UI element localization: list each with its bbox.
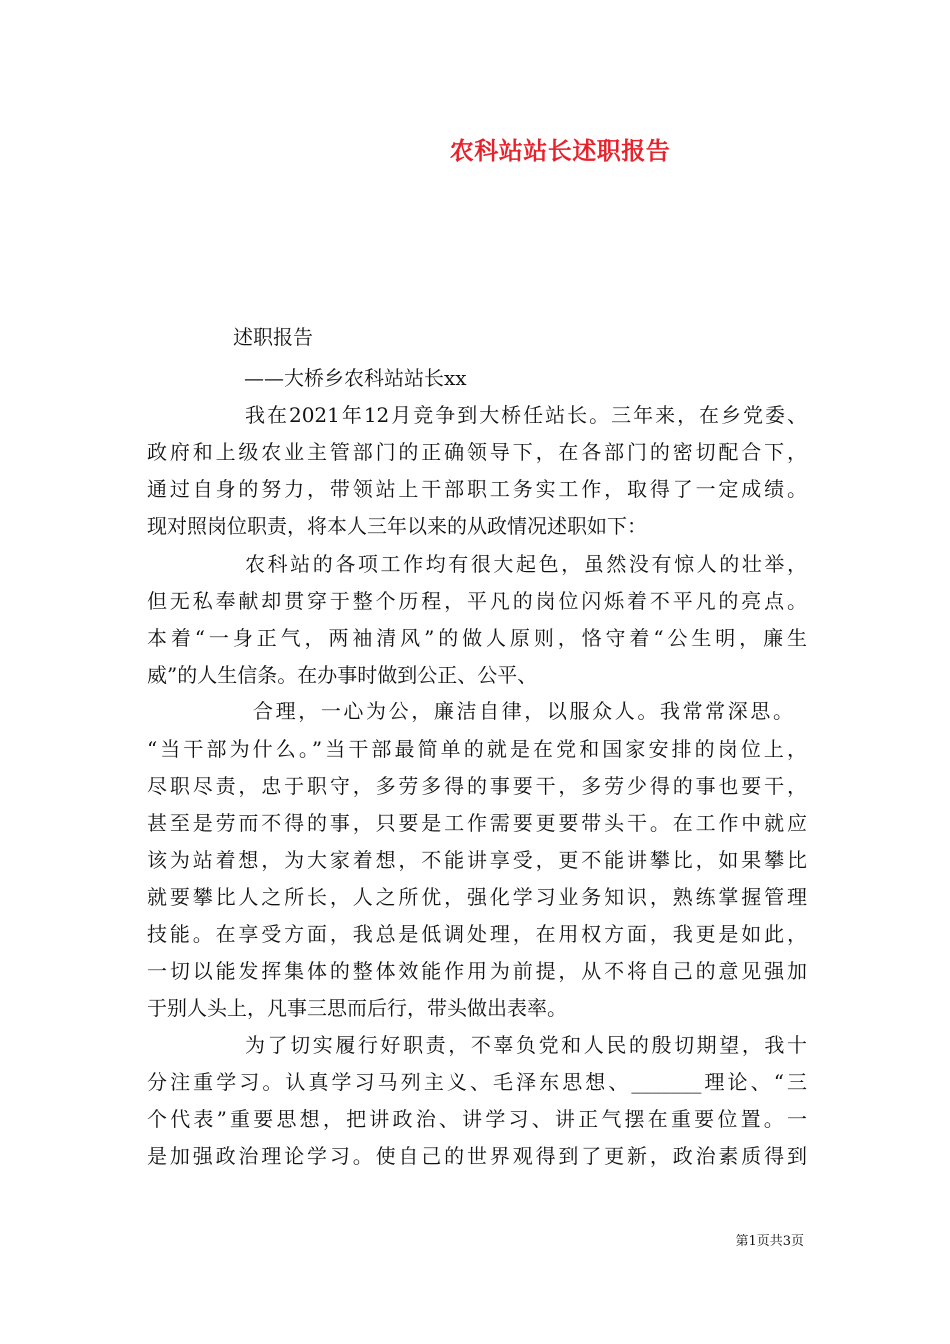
paragraph-line: 本着“一身正气，两袖清风”的做人原则，恪守着“公生明，廉生	[147, 626, 807, 650]
paragraph-line: 个代表”重要思想，把讲政治、讲学习、讲正气摆在重要位置。一	[147, 1107, 807, 1131]
document-title: 农科站站长述职报告	[449, 136, 671, 165]
paragraph-line: 于别人头上，凡事三思而后行，带头做出表率。	[147, 996, 567, 1020]
paragraph-line: 合理，一心为公，廉洁自律，以服众人。我常常深思。	[253, 699, 793, 723]
paragraph-line: 就要攀比人之所长，人之所优，强化学习业务知识，熟练掌握管理	[147, 885, 807, 909]
report-byline: ——大桥乡农科站站长xx	[244, 366, 467, 390]
paragraph-line: 我在2021年12月竞争到大桥任站长。三年来，在乡党委、	[245, 403, 807, 427]
paragraph-line: 该为站着想，为大家着想，不能讲享受，更不能讲攀比，如果攀比	[147, 848, 807, 872]
paragraph-line: 技能。在享受方面，我总是低调处理，在用权方面，我更是如此，	[147, 922, 807, 946]
paragraph-line: “当干部为什么。”当干部最简单的就是在党和国家安排的岗位上，	[147, 737, 807, 761]
paragraph-line: 为了切实履行好职责，不辜负党和人民的殷切期望，我十	[245, 1033, 807, 1057]
paragraph-line: 威”的人生信条。在办事时做到公正、公平、	[147, 663, 538, 687]
report-heading: 述职报告	[233, 325, 313, 349]
paragraph-line: 甚至是劳而不得的事，只要是工作需要更要带头干。在工作中就应	[147, 811, 807, 835]
paragraph-line: 政府和上级农业主管部门的正确领导下，在各部门的密切配合下，	[147, 440, 807, 464]
paragraph-line: 一切以能发挥集体的整体效能作用为前提，从不将自己的意见强加	[147, 959, 807, 983]
page-number: 第1页共3页	[735, 1234, 804, 1249]
paragraph-line: 是加强政治理论学习。使自己的世界观得到了更新，政治素质得到	[147, 1144, 807, 1168]
paragraph-line: 分注重学习。认真学习马列主义、毛泽东思想、_______理论、“三	[147, 1070, 807, 1094]
paragraph-line: 现对照岗位职责，将本人三年以来的从政情况述职如下：	[147, 514, 647, 538]
paragraph-line: 但无私奉献却贯穿于整个历程，平凡的岗位闪烁着不平凡的亮点。	[147, 589, 807, 613]
paragraph-line: 尽职尽责，忠于职守，多劳多得的事要干，多劳少得的事也要干，	[147, 774, 807, 798]
paragraph-line: 农科站的各项工作均有很大起色，虽然没有惊人的壮举，	[245, 552, 807, 576]
paragraph-line: 通过自身的努力，带领站上干部职工务实工作，取得了一定成绩。	[147, 477, 807, 501]
